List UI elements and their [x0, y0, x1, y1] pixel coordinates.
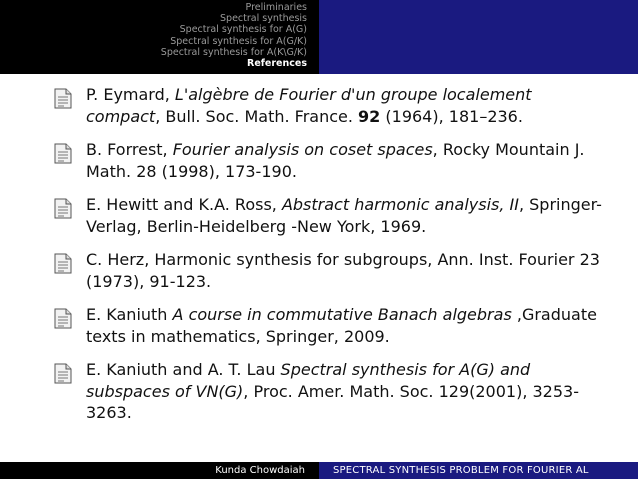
reference-authors: E. Hewitt and K.A. Ross,: [86, 195, 282, 214]
reference-item: [0, 194, 638, 237]
footer-bar: [0, 462, 638, 479]
header-bar: [0, 0, 638, 74]
nav-item-spectral-synthesis-akgk[interactable]: Spectral synthesis for A(K\G/K): [160, 46, 307, 58]
article-icon: [54, 363, 72, 384]
reference-item: [0, 304, 638, 347]
reference-volume: 92: [358, 106, 381, 126]
header-subsection-bar: [319, 0, 638, 74]
reference-authors: P. Eymard,: [86, 85, 175, 104]
reference-list: [0, 84, 638, 436]
article-icon: [54, 198, 72, 219]
article-icon: [54, 308, 72, 329]
reference-pages: (1964), 181–236.: [380, 106, 523, 126]
nav-item-spectral-synthesis-agk[interactable]: Spectral synthesis for A(G/K): [170, 35, 307, 47]
article-icon: [54, 253, 72, 274]
reference-text: C. Herz, Harmonic synthesis for subgroups, Ann. Inst. Fourier 23 (1973), 91-123.: [86, 250, 600, 291]
reference-publication: , Proc. Amer. Math. Soc. 129(2001), 3253-3263.: [86, 381, 579, 422]
reference-publication: , Rocky Mountain J. Math. 28 (1998), 173-190.: [86, 140, 585, 181]
footer-title: SPECTRAL SYNTHESIS PROBLEM FOR FOURIER AL: [319, 462, 638, 479]
reference-publication: ,Graduate texts in mathematics, Springer, 2009.: [86, 305, 597, 346]
reference-title: Abstract harmonic analysis, II: [281, 195, 519, 214]
article-icon: [54, 88, 72, 109]
reference-title: Fourier analysis on coset spaces: [172, 140, 433, 159]
reference-authors: E. Kaniuth: [86, 305, 173, 324]
reference-publication: , Springer-Verlag, Berlin-Heidelberg -New York, 1969.: [86, 195, 602, 236]
reference-publication: , Bull. Soc. Math. France.: [155, 106, 359, 126]
nav-item-references[interactable]: References: [247, 58, 307, 70]
reference-item: [0, 249, 638, 292]
reference-authors: B. Forrest,: [86, 140, 173, 159]
nav-item-spectral-synthesis-ag[interactable]: Spectral synthesis for A(G): [179, 24, 307, 36]
reference-item: [0, 139, 638, 182]
reference-item: [0, 359, 638, 424]
reference-item: [0, 84, 638, 127]
reference-title: L'algèbre de Fourier d'un groupe localement compact: [86, 85, 532, 126]
section-navigation: [0, 0, 319, 74]
reference-title: Spectral synthesis for A(G) and subspaces of VN(G): [86, 360, 531, 401]
article-icon: [54, 143, 72, 164]
reference-title: A course in commutative Banach algebras: [172, 305, 512, 324]
nav-item-preliminaries[interactable]: Preliminaries: [245, 2, 307, 13]
footer-author: Kunda Chowdaiah: [0, 462, 319, 479]
nav-item-spectral-synthesis[interactable]: Spectral synthesis: [220, 13, 307, 25]
reference-authors: E. Kaniuth and A. T. Lau: [86, 360, 281, 379]
